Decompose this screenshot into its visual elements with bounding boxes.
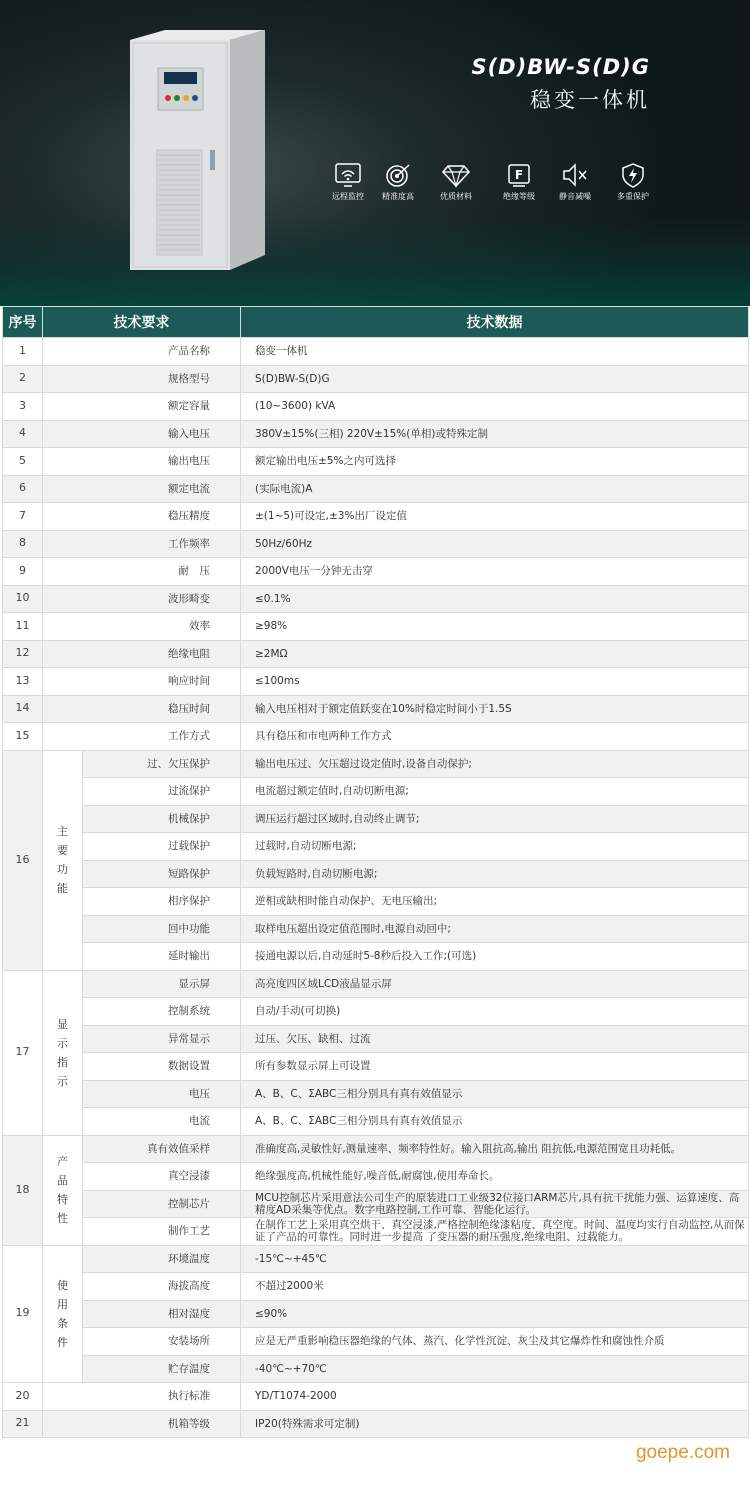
shield-bolt-icon — [619, 162, 647, 188]
table-row: 21 机箱等级 IP20(特殊需求可定制) — [3, 1410, 749, 1438]
header-no: 序号 — [3, 307, 43, 338]
table-row: 异常显示 过压、欠压、缺相、过流 — [3, 1025, 749, 1053]
category-cell: 使用条件 — [43, 1245, 83, 1383]
wifi-monitor-icon — [334, 162, 362, 188]
table-row: 电压 A、B、C、ΣABC三相分别具有真有效值显示 — [3, 1080, 749, 1108]
table-row: 13 响应时间 ≤100ms — [3, 668, 749, 696]
category-cell: 主要功能 — [43, 750, 83, 970]
table-row: 控制系统 自动/手动(可切换) — [3, 998, 749, 1026]
diamond-icon — [442, 162, 470, 188]
speaker-mute-icon — [561, 162, 589, 188]
table-row: 7 稳压精度 ±(1~5)可设定,±3%出厂设定值 — [3, 503, 749, 531]
table-row: 10 波形畸变 ≤0.1% — [3, 585, 749, 613]
category-cell: 产品特性 — [43, 1135, 83, 1245]
cabinet-image — [130, 30, 265, 270]
f-grade-icon — [505, 162, 533, 188]
category-cell: 显示指示 — [43, 970, 83, 1135]
spec-table — [2, 306, 749, 1438]
feature-insulation: F 绝缘等级 — [491, 162, 547, 202]
target-icon — [384, 162, 412, 188]
table-row: 延时输出 接通电源以后,自动延时5-8秒后投入工作;(可选) — [3, 943, 749, 971]
table-row: 海拔高度 不超过2000米 — [3, 1273, 749, 1301]
table-row: 6 额定电流 (实际电流)A — [3, 475, 749, 503]
table-row: 2 规格型号 S(D)BW-S(D)G — [3, 365, 749, 393]
table-row: 18 产品特性 真有效值采样 准确度高,灵敏性好,测量速率、频率特性好。输入阻抗高,输出 阻抗低,电源范围宽且功耗低。 — [3, 1135, 749, 1163]
table-row: 机械保护 调压运行超过区域时,自动终止调节; — [3, 805, 749, 833]
table-row: 数据设置 所有参数显示屏上可设置 — [3, 1053, 749, 1081]
header-data: 技术数据 — [241, 307, 749, 338]
table-row: 5 输出电压 额定输出电压±5%之内可选择 — [3, 448, 749, 476]
table-row: 相序保护 逆相或缺相时能自动保护、无电压输出; — [3, 888, 749, 916]
feature-silent: 静音减噪 — [547, 162, 603, 202]
table-row: 回中功能 取样电压超出设定值范围时,电源自动回中; — [3, 915, 749, 943]
watermark: goepe.com — [635, 1442, 730, 1463]
table-row: 控制芯片 MCU控制芯片采用意法公司生产的原装进口工业级32位接口ARM芯片,具有抗干扰能力强、运算速度、高精度AD采集等优点。数字电路控制,工作可靠、智能化运行。 — [3, 1190, 749, 1218]
svg-text:F: F — [514, 168, 524, 182]
table-row: 15 工作方式 具有稳压和市电两种工作方式 — [3, 723, 749, 751]
table-row: 电流 A、B、C、ΣABC三相分别具有真有效值显示 — [3, 1108, 749, 1136]
table-row: 12 绝缘电阻 ≥2MΩ — [3, 640, 749, 668]
table-row: 过载保护 过载时,自动切断电源; — [3, 833, 749, 861]
table-row: 安装场所 应是无严重影响稳压器绝缘的气体、蒸汽、化学性沉淀、灰尘及其它爆炸性和腐蚀性介质 — [3, 1328, 749, 1356]
product-banner — [0, 0, 750, 306]
table-row: 14 稳压时间 输入电压相对于额定值跃变在10%时稳定时间小于1.5S — [3, 695, 749, 723]
header-requirement: 技术要求 — [43, 307, 241, 338]
feature-list — [320, 162, 660, 212]
table-row: 短路保护 负载短路时,自动切断电源; — [3, 860, 749, 888]
product-model: S(D)BW-S(D)G — [471, 55, 650, 79]
product-name: 稳变一体机 — [530, 88, 650, 112]
feature-material: 优质材料 — [428, 162, 484, 202]
feature-protection: 多重保护 — [605, 162, 661, 202]
table-row: 过流保护 电流超过额定值时,自动切断电源; — [3, 778, 749, 806]
table-row: 4 输入电压 380V±15%(三相) 220V±15%(单相)或特殊定制 — [3, 420, 749, 448]
table-row: 制作工艺 在制作工艺上采用真空烘干、真空浸漆,严格控制绝缘漆粘度、真空度。时间、温度均实行自动监控,从而保证了产品的可靠性。同时进一步提高 了变压器的耐压强度,绝缘电阻、过载能力。 — [3, 1218, 749, 1246]
table-row: 20 执行标准 YD/T1074-2000 — [3, 1383, 749, 1411]
table-row: 相对湿度 ≤90% — [3, 1300, 749, 1328]
table-row: 11 效率 ≥98% — [3, 613, 749, 641]
table-row: 19 使用条件 环境温度 -15℃~+45℃ — [3, 1245, 749, 1273]
table-row: 3 额定容量 (10~3600) kVA — [3, 393, 749, 421]
table-header — [3, 307, 749, 338]
feature-remote-monitor: 远程监控 — [320, 162, 376, 202]
table-row: 17 显示指示 显示屏 高亮度四区域LCD液晶显示屏 — [3, 970, 749, 998]
table-row: 16 主要功能 过、欠压保护 输出电压过、欠压超过设定值时,设备自动保护; — [3, 750, 749, 778]
table-row: 真空浸漆 绝缘强度高,机械性能好,噪音低,耐腐蚀,使用寿命长。 — [3, 1163, 749, 1191]
table-row: 贮存温度 -40℃~+70℃ — [3, 1355, 749, 1383]
table-row: 8 工作频率 50Hz/60Hz — [3, 530, 749, 558]
feature-accuracy: 精准度高 — [370, 162, 426, 202]
table-row: 1 产品名称 稳变一体机 — [3, 338, 749, 366]
table-row: 9 耐 压 2000V电压一分钟无击穿 — [3, 558, 749, 586]
